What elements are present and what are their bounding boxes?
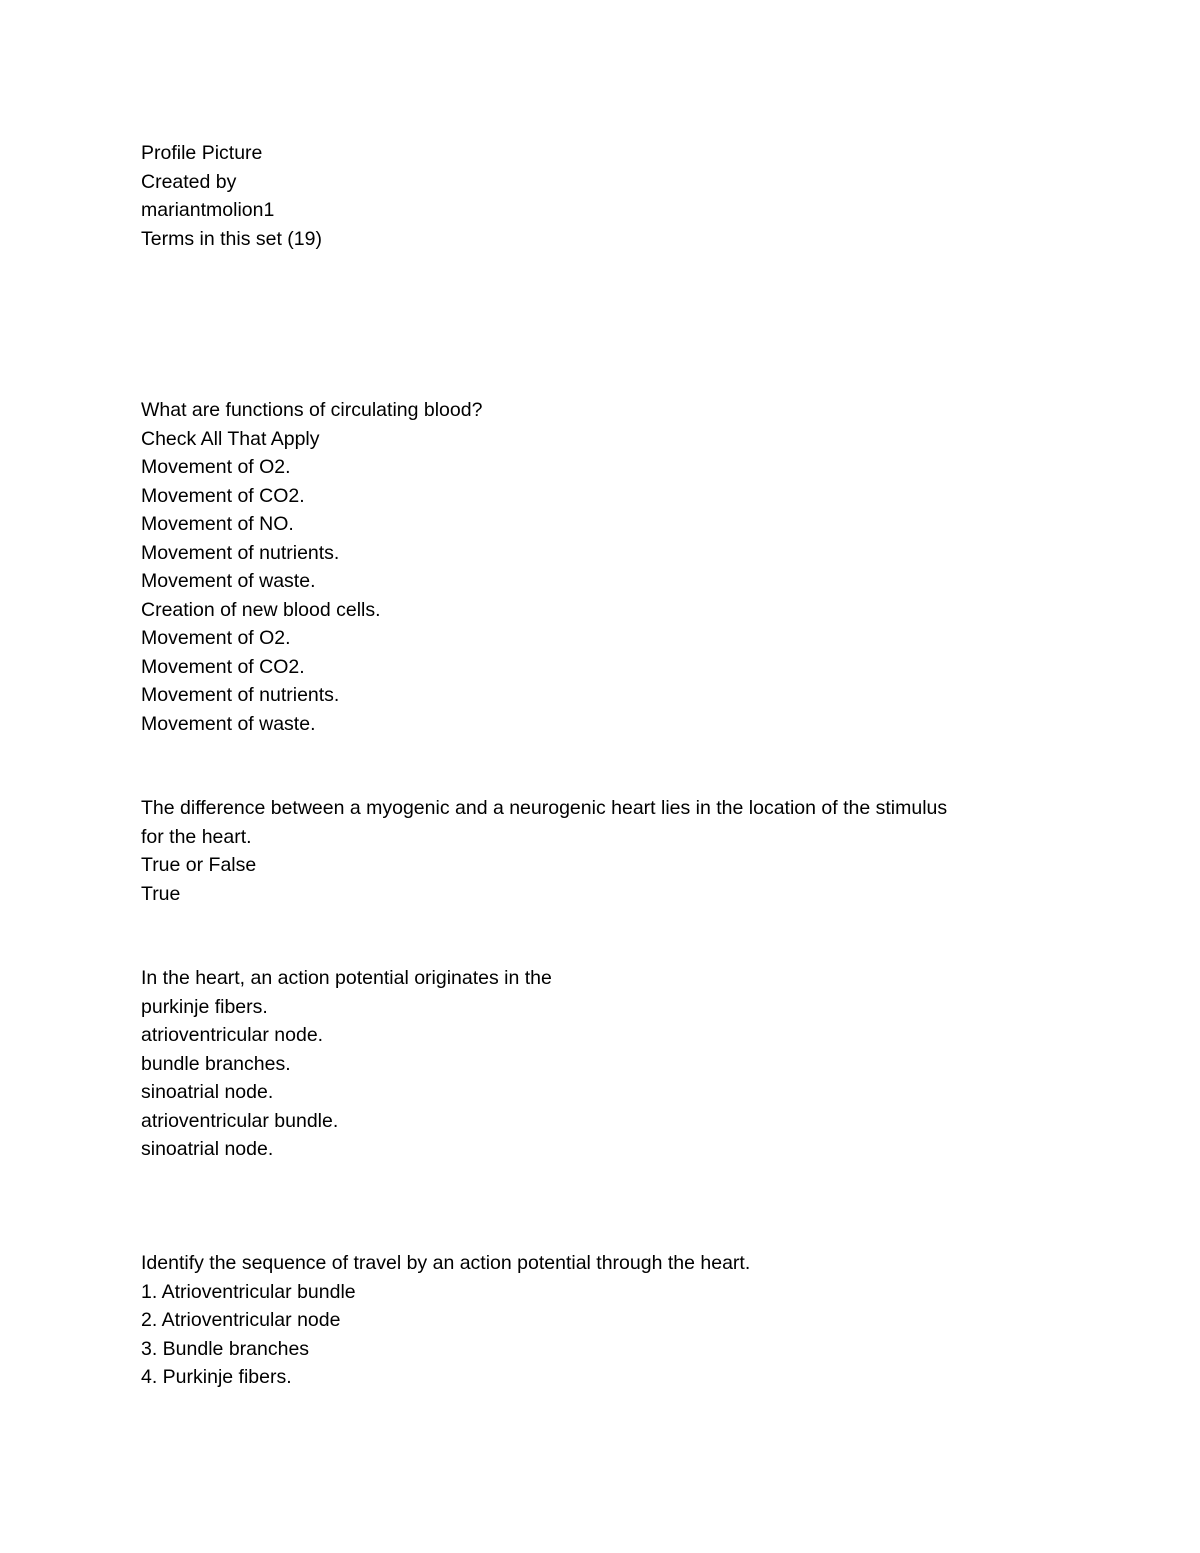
question-text: What are functions of circulating blood? bbox=[141, 399, 483, 421]
answer-option: atrioventricular node. bbox=[141, 1024, 324, 1046]
sequence-item: 4. Purkinje fibers. bbox=[141, 1366, 292, 1388]
profile-picture-label: Profile Picture bbox=[141, 142, 263, 164]
set-header bbox=[141, 139, 1061, 253]
answer-option: Movement of nutrients. bbox=[141, 541, 340, 564]
correct-answer: Movement of CO2. bbox=[141, 655, 305, 678]
question-text: The difference between a myogenic and a neurogenic heart lies in the location of the stimulus bbox=[141, 797, 948, 819]
answer-option: Movement of O2. bbox=[141, 456, 291, 478]
question-action-potential-origin bbox=[141, 964, 1061, 1164]
question-text: In the heart, an action potential originates in the bbox=[141, 967, 552, 989]
question-text-continued: for the heart. bbox=[141, 825, 252, 848]
question-myogenic-heart bbox=[141, 794, 1061, 908]
correct-answer: True bbox=[141, 882, 181, 905]
question-instruction: True or False bbox=[141, 854, 257, 876]
sequence-item: 3. Bundle branches bbox=[141, 1337, 310, 1360]
terms-count: Terms in this set (19) bbox=[141, 227, 322, 250]
sequence-item: 2. Atrioventricular node bbox=[141, 1309, 341, 1331]
answer-option: purkinje fibers. bbox=[141, 995, 268, 1018]
sequence-item: 1. Atrioventricular bundle bbox=[141, 1280, 356, 1303]
correct-answer: Movement of waste. bbox=[141, 712, 316, 735]
question-circulating-blood bbox=[141, 396, 1061, 738]
correct-answer: Movement of O2. bbox=[141, 627, 291, 649]
answer-option: atrioventricular bundle. bbox=[141, 1109, 339, 1132]
answer-option: Movement of NO. bbox=[141, 513, 294, 535]
correct-answer: sinoatrial node. bbox=[141, 1138, 274, 1160]
author-username: mariantmolion1 bbox=[141, 199, 275, 221]
question-sequence-of-travel bbox=[141, 1249, 1061, 1392]
created-by-label: Created by bbox=[141, 170, 237, 193]
correct-answer: Movement of nutrients. bbox=[141, 684, 340, 706]
answer-option: Movement of waste. bbox=[141, 570, 316, 592]
answer-option: sinoatrial node. bbox=[141, 1081, 274, 1103]
answer-option: Creation of new blood cells. bbox=[141, 598, 381, 621]
question-instruction: Check All That Apply bbox=[141, 427, 320, 450]
question-text: Identify the sequence of travel by an action potential through the heart. bbox=[141, 1252, 751, 1274]
answer-option: bundle branches. bbox=[141, 1052, 291, 1075]
answer-option: Movement of CO2. bbox=[141, 484, 305, 507]
